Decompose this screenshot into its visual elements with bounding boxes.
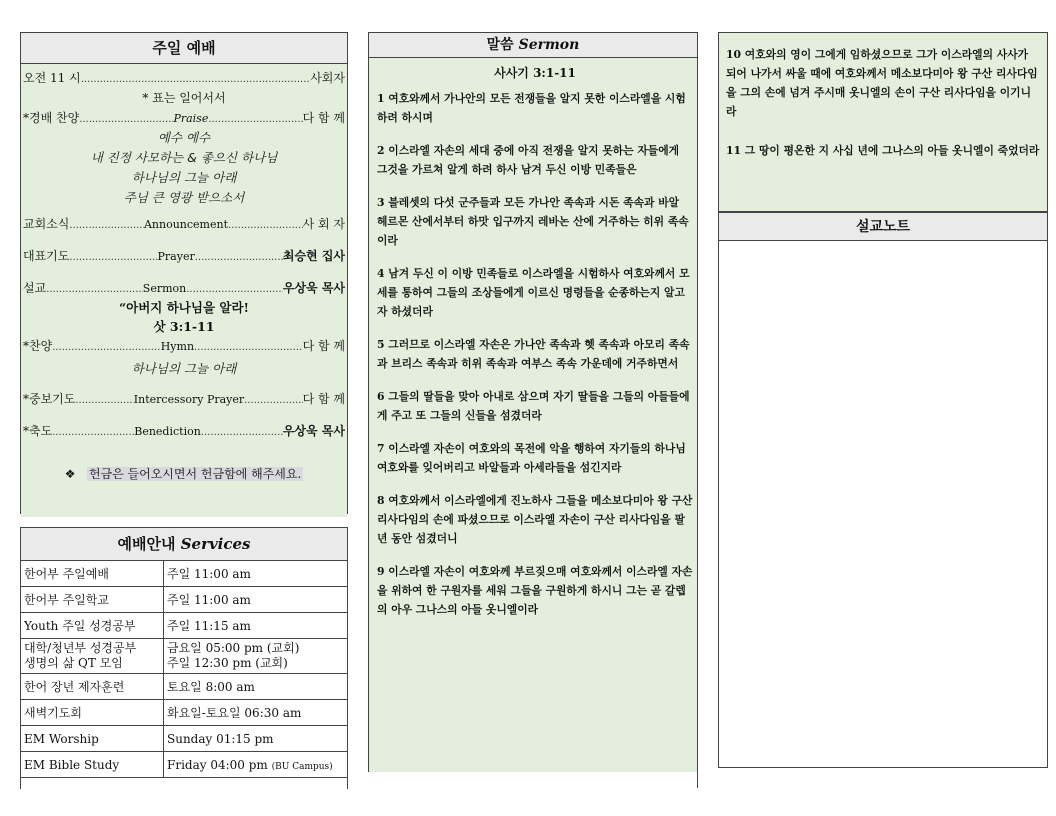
scripture-verse: 6 그들의 딸들을 맞아 아내로 삼으며 자기 딸들을 그들의 아들들에게 주고 또 그들의 신들을 섬겼더라	[377, 390, 690, 422]
prayer-row	[21, 246, 347, 266]
dot-leader	[195, 246, 283, 266]
prayer-en: Prayer	[157, 250, 195, 263]
table-row	[21, 639, 347, 674]
service-time-line: 금요일 05:00 pm (교회)	[167, 641, 300, 655]
dot-leader	[186, 278, 283, 298]
worship-time-row	[21, 68, 347, 88]
service-name: 새벽기도회	[21, 700, 164, 726]
dot-leader	[52, 421, 134, 441]
dot-leader	[81, 68, 311, 88]
praise-label: *경배 찬양	[23, 111, 80, 125]
praise-row	[21, 108, 347, 128]
dot-leader	[69, 246, 157, 266]
service-name-line: 대학/청년부 성경공부	[24, 641, 137, 655]
sermon-box	[368, 32, 698, 772]
dot-leader	[194, 336, 303, 356]
service-name: 한어부 주일학교	[21, 587, 164, 613]
service-name: Youth 주일 성경공부	[21, 613, 164, 639]
scripture-continued-box	[718, 32, 1048, 212]
intercessory-en: Intercessory Prayer	[133, 393, 245, 406]
services-title-en: Services	[180, 535, 251, 553]
dot-leader	[244, 389, 302, 409]
intercessory-label: *중보기도	[23, 392, 76, 406]
hymn-en: Hymn	[160, 340, 195, 353]
notes-area[interactable]	[719, 241, 1047, 767]
scripture-verse: 5 그러므로 이스라엘 자손은 가나안 족속과 헷 족속과 아모리 족속과 브리스 족속과 히위 족속과 여부스 족속 가운데에 거주하면서	[377, 338, 690, 370]
sermon-en: Sermon	[142, 282, 187, 295]
sermon-title-ko: 말씀	[486, 37, 514, 53]
dot-leader	[46, 278, 143, 298]
scripture-verse: 8 여호와께서 이스라엘에게 진노하사 그들을 메소보다미아 왕 구산 리사다임의 손에 파셨으므로 이스라엘 자손이 구산 리사다임을 팔 년 동안 섬겼더니	[377, 494, 693, 545]
praise-song: 하나님의 그늘 아래	[131, 170, 237, 185]
praise-song: 예수 예수	[157, 130, 211, 145]
service-time	[164, 639, 348, 674]
prayer-label: 대표기도	[23, 249, 70, 263]
offering-note	[21, 465, 347, 482]
table-row	[21, 587, 347, 613]
table-row	[21, 752, 347, 778]
scripture-verse: 4 남겨 두신 이 이방 민족들로 이스라엘을 시험하사 여호와께서 모세를 통하여 그들의 조상들에게 이르신 명령들을 순종하는지 알고자 하셨더라	[377, 267, 690, 318]
sermon-title: “아버지 하나님을 알라!	[118, 300, 250, 315]
worship-title: 주일 예배	[21, 33, 347, 64]
sermon-ref: 삿 3:1-11	[153, 319, 215, 334]
intercessory-leader: 다 함 께	[302, 392, 345, 406]
worship-leader: 사회자	[310, 71, 345, 85]
diamond-bullet-icon: ❖	[64, 467, 76, 481]
service-name: EM Worship	[21, 726, 164, 752]
benediction-en: Benediction	[134, 425, 201, 438]
benediction-label: *축도	[23, 424, 53, 438]
offering-text: 헌금은 들어오시면서 헌금함에 해주세요.	[88, 467, 302, 481]
praise-song: 내 진정 사모하는 & 좋으신 하나님	[90, 150, 278, 165]
sermon-title-en: Sermon	[518, 37, 580, 53]
benediction-pastor: 우상욱 목사	[282, 424, 345, 438]
service-time: 주일 11:00 am	[164, 561, 348, 587]
table-row	[21, 700, 347, 726]
stand-note: * 표는 일어서서	[142, 91, 226, 105]
dot-leader	[208, 108, 302, 128]
service-name: EM Bible Study	[21, 752, 164, 778]
announcement-row	[21, 214, 347, 234]
services-title	[21, 528, 347, 561]
service-name	[21, 639, 164, 674]
scripture-verse: 2 이스라엘 자손의 세대 중에 아직 전쟁을 알지 못하는 자들에게 그것을 가르쳐 알게 하려 하사 남겨 두신 이방 민족들은	[377, 144, 680, 176]
service-name-line: 생명의 삶 QT 모임	[24, 656, 123, 670]
service-time: 주일 11:15 am	[164, 613, 348, 639]
scripture-reference: 사사기 3:1-11	[494, 66, 576, 80]
hymn-row	[21, 336, 347, 356]
sermon-preacher: 우상욱 목사	[282, 281, 345, 295]
sermon-row	[21, 278, 347, 298]
announcement-en: Announcement	[143, 218, 228, 231]
announcement-leader: 사 회 자	[302, 217, 345, 231]
scripture-verse: 1 여호와께서 가나안의 모든 전쟁들을 알지 못한 이스라엘을 시험하려 하시며	[377, 92, 686, 124]
scripture-verse: 7 이스라엘 자손이 여호와의 목전에 악을 행하여 자기들의 하나님 여호와를 잊어버리고 바알들과 아세라들을 섬긴지라	[377, 442, 686, 474]
intercessory-row	[21, 389, 347, 409]
service-time: 주일 11:00 am	[164, 587, 348, 613]
service-name: 한어부 주일예배	[21, 561, 164, 587]
hymn-leader: 다 함 께	[302, 339, 345, 353]
hymn-song: 하나님의 그늘 아래	[131, 361, 237, 376]
service-location: (BU Campus)	[271, 761, 333, 772]
services-box	[20, 527, 348, 789]
announcement-label: 교회소식	[23, 217, 70, 231]
service-time-line: 주일 12:30 pm (교회)	[167, 656, 288, 670]
scripture-verse: 9 이스라엘 자손이 여호와께 부르짖으매 여호와께서 이스라엘 자손을 위하여 한 구원자를 세워 그들을 구원하게 하시니 그는 곧 갈렙의 아우 그나스의 아들 옷니엘이라	[377, 565, 693, 616]
worship-order-body	[21, 64, 347, 517]
hymn-label: *찬양	[23, 339, 53, 353]
dot-leader	[201, 421, 283, 441]
services-title-ko: 예배안내	[117, 535, 176, 553]
benediction-row	[21, 421, 347, 441]
dot-leader	[79, 108, 173, 128]
praise-en: Praise	[173, 112, 209, 125]
table-row	[21, 726, 347, 752]
notes-title: 설교노트	[719, 213, 1047, 241]
sermon-label: 설교	[23, 281, 47, 295]
table-row	[21, 674, 347, 700]
praise-leader: 다 함 께	[302, 111, 345, 125]
sermon-box-title	[369, 33, 697, 58]
scripture-verse: 3 블레셋의 다섯 군주들과 모든 가나안 족속과 시돈 족속과 바알 헤르몬 산에서부터 하맛 입구까지 레바논 산에 거주하는 히위 족속이라	[377, 196, 689, 247]
services-table	[21, 561, 347, 778]
dot-leader	[75, 389, 133, 409]
prayer-leader: 최승현 집사	[282, 249, 345, 263]
scripture-verse: 10 여호와의 영이 그에게 임하셨으므로 그가 이스라엘의 사사가 되어 나가서 싸울 때에 여호와께서 메소보다미아 왕 구산 리사다임을 그의 손에 넘겨 주시매 옷니엘의 손이 구산 리사다임을 이기니라	[726, 48, 1038, 118]
table-row	[21, 613, 347, 639]
service-time	[164, 752, 348, 778]
service-time: 토요일 8:00 am	[164, 674, 348, 700]
column-divider	[697, 772, 698, 788]
service-time: 화요일-토요일 06:30 am	[164, 700, 348, 726]
service-name: 한어 장년 제자훈련	[21, 674, 164, 700]
sermon-body	[369, 58, 697, 772]
dot-leader	[228, 214, 303, 234]
praise-song: 주님 큰 영광 받으소서	[123, 190, 245, 205]
scripture-verse: 11 그 땅이 평온한 지 사십 년에 그나스의 아들 옷니엘이 죽었더라	[726, 144, 1040, 157]
sermon-notes-box	[718, 212, 1048, 768]
dot-leader	[69, 214, 144, 234]
worship-time: 오전 11 시	[23, 71, 81, 85]
service-time-text: Friday 04:00 pm	[167, 757, 268, 772]
dot-leader	[52, 336, 161, 356]
worship-order-box	[20, 32, 348, 514]
table-row	[21, 561, 347, 587]
service-time: Sunday 01:15 pm	[164, 726, 348, 752]
